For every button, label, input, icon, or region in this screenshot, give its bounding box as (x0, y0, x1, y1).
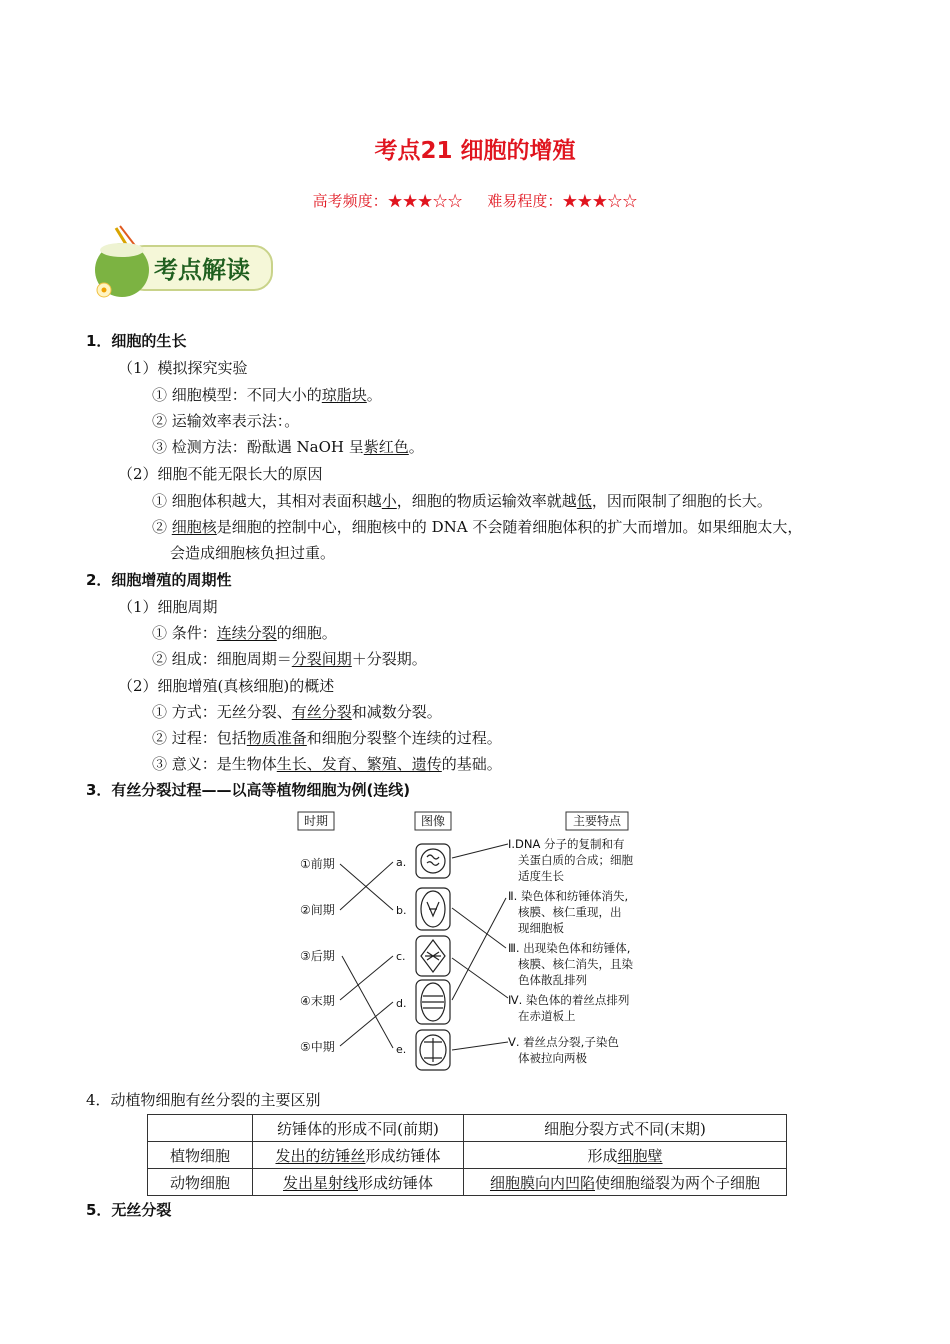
feature-2-l2: 核膜、核仁重现，出 (518, 905, 622, 919)
animal-division: 细胞膜向内凹陷使细胞缢裂为两个子细胞 (464, 1169, 787, 1196)
comparison-table (147, 1114, 787, 1196)
table-col-2: 细胞分裂方式不同(末期) (464, 1115, 787, 1142)
feature-5-l2: 体被拉向两极 (518, 1051, 587, 1065)
s2-item-2a: ① 方式：无丝分裂、有丝分裂和减数分裂。 (152, 703, 442, 721)
s1-item-2b: ② 细胞核是细胞的控制中心，细胞核中的 DNA 不会随着细胞体积的扩大而增加。如果细胞太大， (152, 518, 803, 536)
s1-item-b: ② 运输效率表示法：。 (152, 412, 300, 430)
section-4-heading: 4．动植物细胞有丝分裂的主要区别 (86, 1091, 321, 1109)
table-col-1: 纺锤体的形成不同(前期) (253, 1115, 464, 1142)
s1-item-c: ③ 检测方法：酚酞遇 NaOH 呈紫红色。 (152, 438, 424, 456)
table-row (148, 1142, 787, 1169)
animal-spindle: 发出星射线形成纺锤体 (253, 1169, 464, 1196)
period-3: ③后期 (300, 949, 335, 963)
image-label-d: d. (396, 997, 407, 1010)
s2-item-2c: ③ 意义：是生物体生长、发育、繁殖、遗传的基础。 (152, 755, 502, 773)
feature-2-l1: Ⅱ. 染色体和纺锤体消失, (508, 889, 629, 903)
feature-1-l3: 适度生长 (518, 869, 564, 883)
section-badge (86, 224, 276, 300)
image-label-a: a. (396, 856, 407, 869)
s2-sub1: （1）细胞周期 (118, 598, 218, 616)
image-label-c: c. (396, 950, 406, 963)
header-period: 时期 (303, 814, 329, 828)
section-5-heading: 5．无丝分裂 (86, 1201, 172, 1219)
section-3-heading: 3．有丝分裂过程——以高等植物细胞为例(连线) (86, 781, 411, 799)
header-image: 图像 (420, 814, 446, 828)
plant-spindle: 发出的纺锤丝形成纺锤体 (253, 1142, 464, 1169)
table-row (148, 1115, 787, 1142)
mitosis-matching-diagram (296, 810, 676, 1078)
row-label-animal: 动物细胞 (148, 1169, 253, 1196)
s2-item-b: ② 组成：细胞周期＝分裂间期＋分裂期。 (152, 650, 427, 668)
s2-sub2: （2）细胞增殖(真核细胞)的概述 (118, 677, 335, 695)
difficulty-line (0, 190, 950, 211)
feature-2-l3: 现细胞板 (518, 921, 564, 935)
image-label-e: e. (396, 1043, 407, 1056)
section-1-heading: 1．细胞的生长 (86, 332, 187, 350)
s1-item-2b-cont: 会造成细胞核负担过重。 (170, 544, 336, 562)
s1-sub1: （1）模拟探究实验 (118, 359, 248, 377)
feature-3-l3: 色体散乱排列 (518, 973, 587, 987)
s1-item-2a: ① 细胞体积越大，其相对表面积越小，细胞的物质运输效率就越低，因而限制了细胞的长大。 (152, 492, 772, 510)
period-2: ②间期 (300, 903, 335, 917)
frequency-rating: 高考频度：★★★☆☆ (312, 192, 463, 210)
period-1: ①前期 (300, 857, 335, 871)
row-label-plant: 植物细胞 (148, 1142, 253, 1169)
table-corner (148, 1115, 253, 1142)
period-image-lines (340, 862, 393, 1048)
period-5: ⑤中期 (300, 1040, 335, 1054)
image-feature-lines (452, 844, 508, 1050)
feature-1-l2: 关蛋白质的合成；细胞 (518, 853, 633, 867)
feature-3-l1: Ⅲ. 出现染色体和纺锤体, (508, 941, 631, 955)
header-feature: 主要特点 (572, 814, 622, 828)
s2-item-2b: ② 过程：包括物质准备和细胞分裂整个连续的过程。 (152, 729, 502, 747)
period-4: ④末期 (300, 994, 335, 1008)
page-title: 考点21 细胞的增殖 (374, 138, 576, 164)
difficulty-rating: 难易程度：★★★☆☆ (487, 192, 638, 210)
s2-item-a: ① 条件：连续分裂的细胞。 (152, 624, 337, 642)
table-row (148, 1169, 787, 1196)
s1-item-a: ① 细胞模型：不同大小的琼脂块。 (152, 386, 382, 404)
feature-1-l1: Ⅰ.DNA 分子的复制和有 (508, 837, 625, 851)
s1-sub2: （2）细胞不能无限长大的原因 (118, 465, 323, 483)
image-label-b: b. (396, 904, 407, 917)
feature-4-l1: Ⅳ. 染色体的着丝点排列 (508, 993, 630, 1007)
feature-5-l1: Ⅴ. 着丝点分裂,子染色 (508, 1035, 619, 1049)
feature-3-l2: 核膜、核仁消失，且染 (518, 957, 633, 971)
feature-4-l2: 在赤道板上 (518, 1009, 576, 1023)
plant-division: 形成细胞壁 (464, 1142, 787, 1169)
badge-text: 考点解读 (154, 256, 250, 284)
section-2-heading: 2．细胞增殖的周期性 (86, 571, 232, 589)
